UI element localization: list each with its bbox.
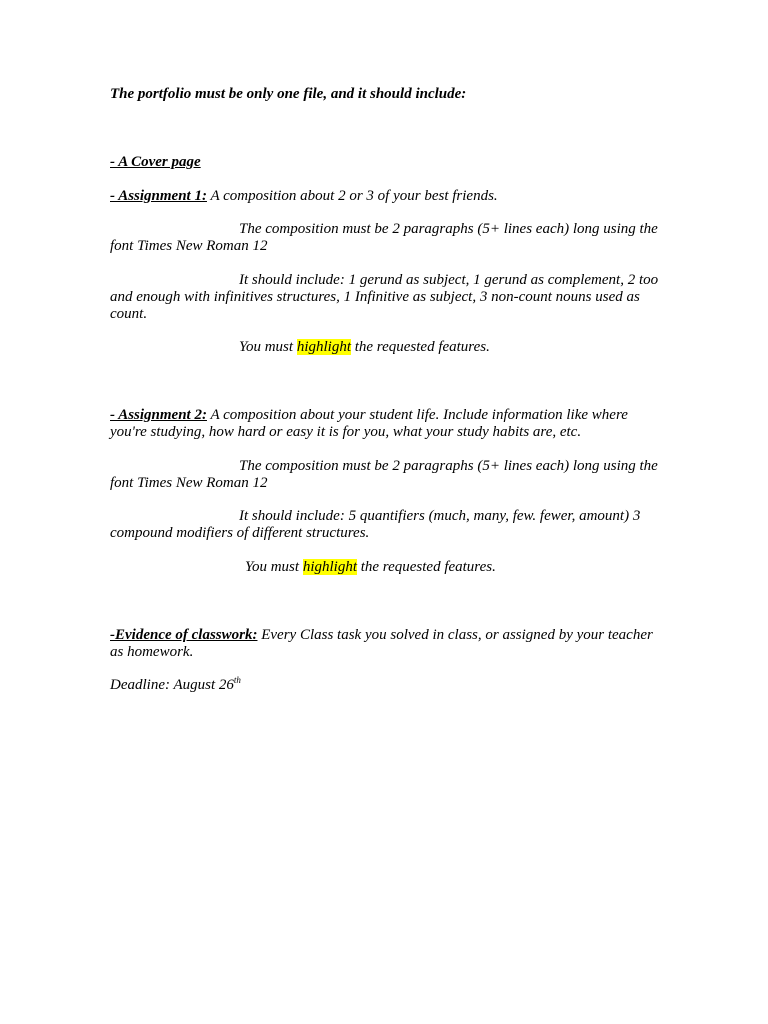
deadline: Deadline: August 26th [110,675,241,693]
assignment-2-text: A composition about your student life. Include information like where you're studying, how hard or easy it is for you, what your study habits are, etc. [110,407,628,440]
deadline-ordinal: th [233,675,241,685]
highlight-marker: highlight [302,559,357,575]
assignment-1-requirement-length: The composition must be 2 paragraphs (5+ lines each) long using the font Times New Roman 12 [110,221,658,254]
assignment-1-text: A composition about 2 or 3 of your best friends. [206,188,498,204]
evidence-line [110,627,662,661]
assignment-1-highlight-note: You must highlight the requested features. [239,339,490,355]
assignment-1-heading: - Assignment 1: [110,188,207,204]
assignment-2-heading: - Assignment 2: [110,407,207,423]
assignment-1-requirement-structures: It should include: 1 gerund as subject, 1 gerund as complement, 2 too and enough with infinitives structures, 1 Infinitive as subject, 3 non-count nouns used as count. [110,272,659,322]
assignment-2-requirement-structures: It should include: 5 quantifiers (much, many, few. fewer, amount) 3 compound modifiers of different structures. [110,508,641,541]
assignment-2-requirement-length: The composition must be 2 paragraphs (5+ lines each) long using the font Times New Roman 12 [110,458,658,491]
assignment-1-line [110,188,662,205]
highlight-marker: highlight [296,339,351,355]
evidence-text: Every Class task you solved in class, or assigned by your teacher as homework. [110,627,653,660]
cover-page-item: - A Cover page [110,154,201,170]
assignment-2-highlight-note: You must highlight the requested features. [245,559,496,575]
intro-heading: The portfolio must be only one file, and it should include: [110,86,467,102]
evidence-heading: -Evidence of classwork: [110,627,258,643]
assignment-2-line [110,407,662,441]
